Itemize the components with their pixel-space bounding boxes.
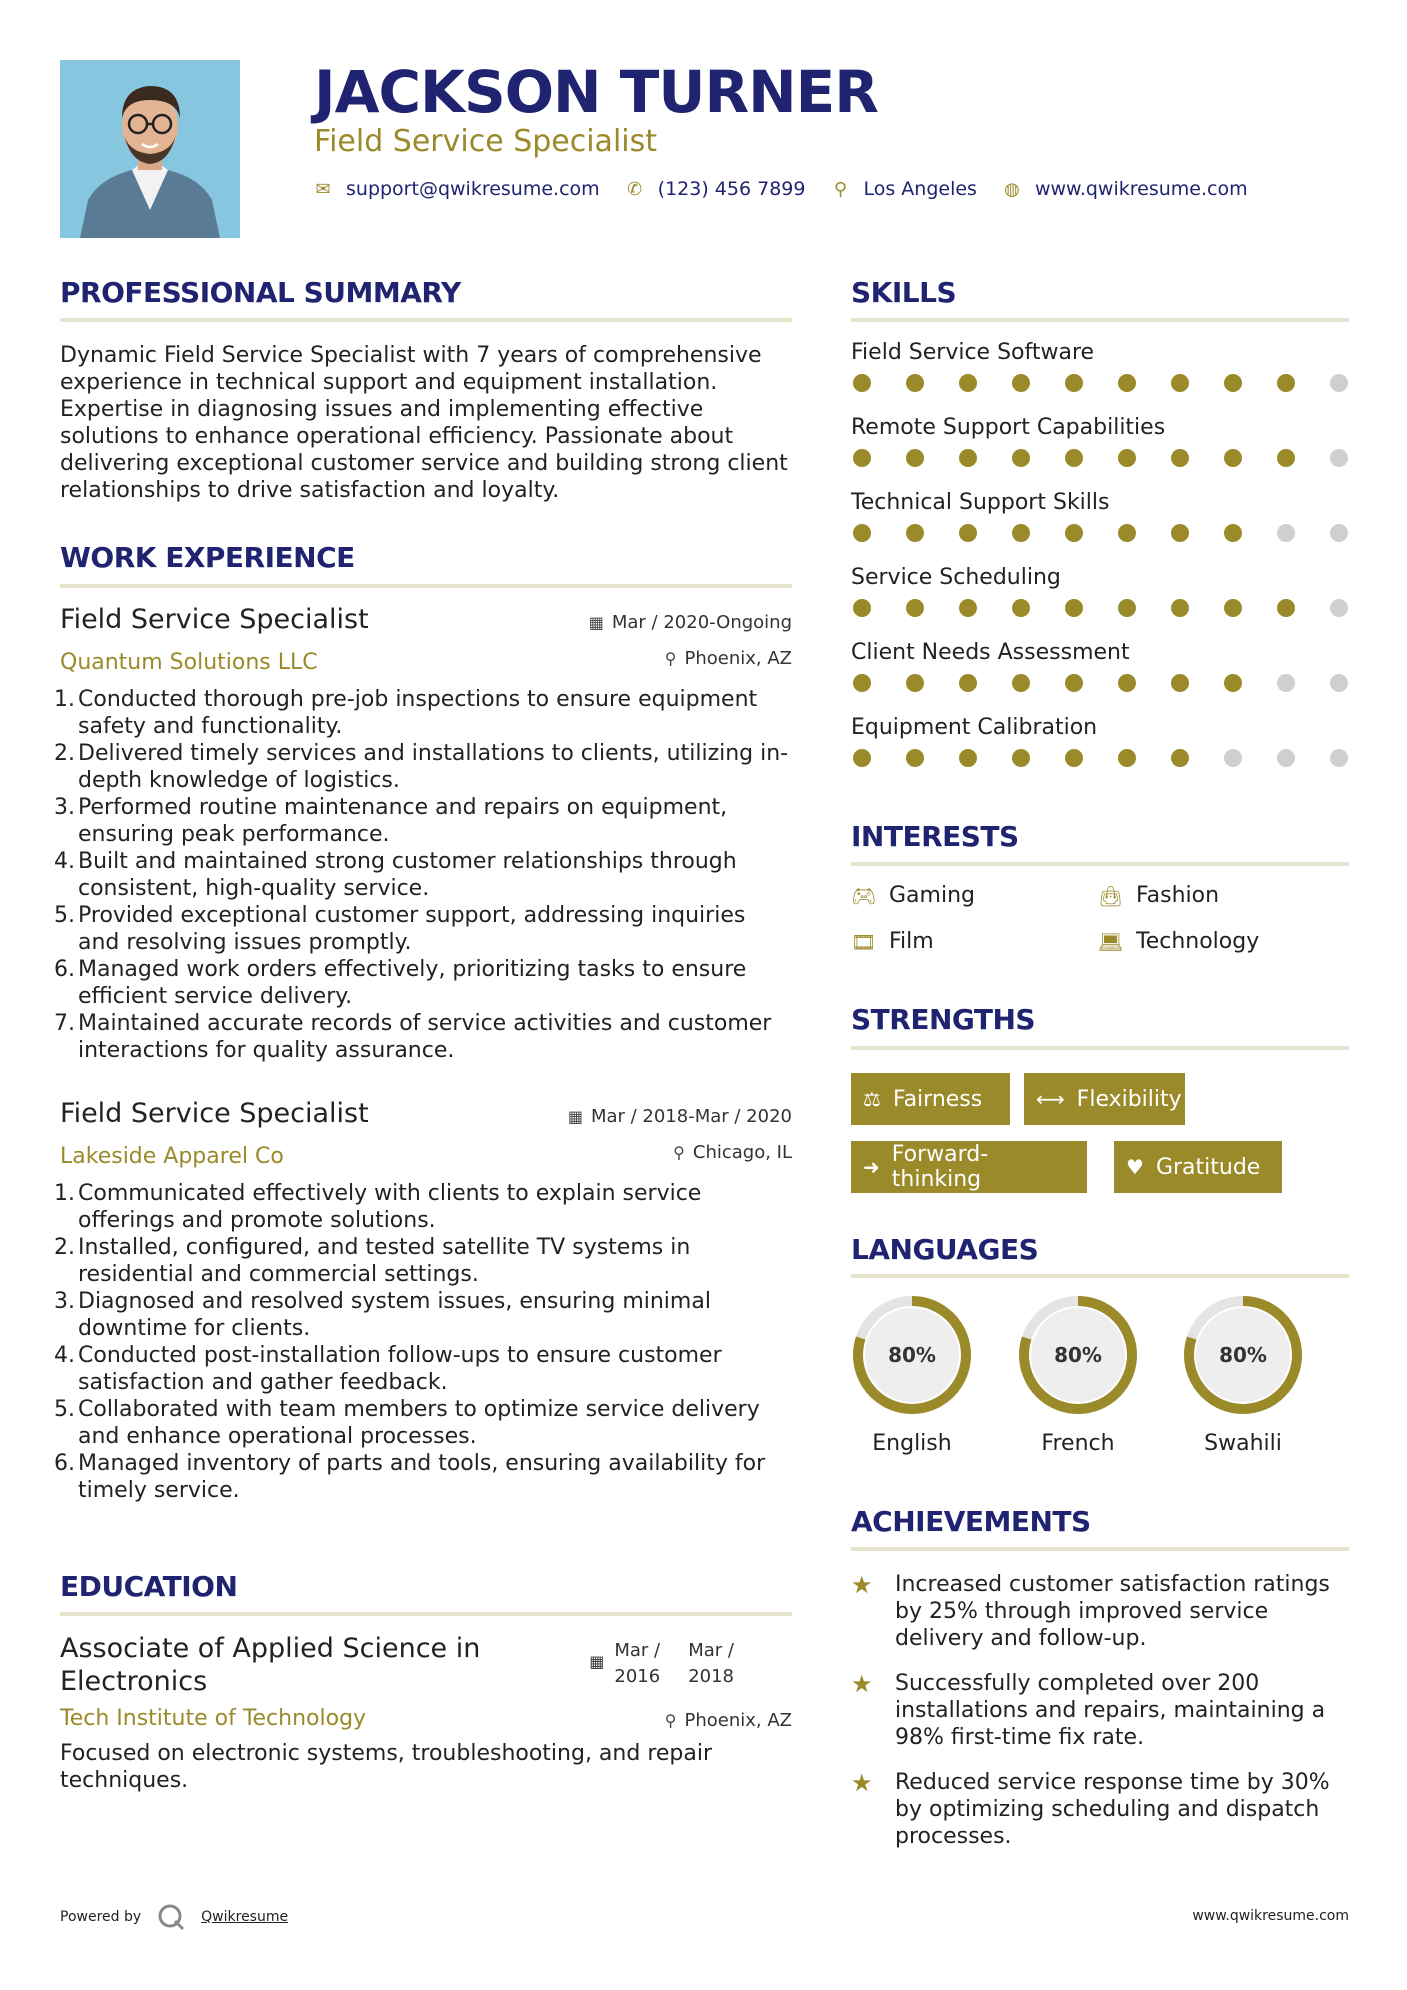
skill-item: [851, 490, 1351, 542]
rating-dot-filled: [1224, 524, 1242, 542]
rating-dot-filled: [906, 749, 924, 767]
contact-location: ⚲ Los Angeles: [831, 178, 976, 200]
section-divider: [851, 1046, 1349, 1050]
interest-film: 🎞︎ Film: [851, 929, 934, 954]
rating-dot-empty: [1330, 449, 1348, 467]
rating-dot-filled: [1118, 599, 1136, 617]
rating-dot-empty: [1277, 524, 1295, 542]
list-item: 4. Conducted post-installation follow-ups to ensure customer satisfaction and gather feedback.: [54, 1343, 722, 1395]
school-name: Tech Institute of Technology: [60, 1706, 367, 1731]
achievement-item: ★ Increased customer satisfaction ratings by 25% through improved service delivery and follow-up.: [851, 1571, 1330, 1651]
contact-bar: [314, 178, 1274, 200]
rating-dot-filled: [1012, 749, 1030, 767]
section-divider: [851, 318, 1349, 322]
profile-photo: [60, 60, 240, 238]
rating-dot-filled: [853, 749, 871, 767]
skill-item: [851, 415, 1351, 467]
candidate-title: Field Service Specialist: [314, 124, 658, 159]
film-icon: 🎞︎: [851, 929, 877, 954]
list-item: 6. Managed work orders effectively, prioritizing tasks to ensure efficient service delivery.: [54, 957, 747, 1009]
qwikresume-logo-icon: [157, 1903, 185, 1931]
contact-email[interactable]: ✉ support@qwikresume.com: [315, 178, 600, 200]
language-ring: [1181, 1293, 1305, 1417]
pin-icon: ⚲: [664, 1711, 677, 1730]
rating-dot-empty: [1330, 749, 1348, 767]
footer-powered-by: Powered by Qwikresume: [60, 1903, 288, 1931]
rating-dot-filled: [1012, 674, 1030, 692]
rating-dot-filled: [853, 449, 871, 467]
heart-icon: ♥: [1126, 1155, 1144, 1179]
candidate-name: JACKSON TURNER: [314, 58, 878, 126]
rating-dot-filled: [1224, 674, 1242, 692]
language-name: French: [1041, 1431, 1115, 1456]
interest-fashion: 👜︎ Fashion: [1098, 883, 1220, 908]
rating-dot-filled: [906, 674, 924, 692]
rating-dot-filled: [1277, 374, 1295, 392]
job-bullets: [54, 1180, 792, 1504]
languages-heading: LANGUAGES: [851, 1233, 1039, 1266]
avatar: [60, 60, 240, 238]
envelope-icon: ✉: [315, 178, 331, 200]
arrow-right-icon: ➜: [863, 1155, 880, 1179]
language-percent: 80%: [1054, 1343, 1102, 1367]
skill-rating: [851, 449, 1350, 467]
skill-rating: [851, 674, 1350, 692]
rating-dot-filled: [1171, 449, 1189, 467]
list-item: 5. Provided exceptional customer support, addressing inquiries and resolving issues promptly.: [54, 903, 746, 955]
skill-label: Service Scheduling: [851, 565, 1061, 590]
shopping-bag-icon: 👜︎: [1098, 883, 1124, 908]
section-divider: [60, 318, 792, 322]
rating-dot-filled: [959, 374, 977, 392]
rating-dot-filled: [1224, 599, 1242, 617]
rating-dot-filled: [906, 599, 924, 617]
rating-dot-filled: [853, 524, 871, 542]
rating-dot-filled: [1118, 449, 1136, 467]
rating-dot-filled: [1277, 599, 1295, 617]
list-item: 3. Performed routine maintenance and repairs on equipment, ensuring peak performance.: [54, 795, 728, 847]
rating-dot-filled: [1012, 449, 1030, 467]
summary-text: Dynamic Field Service Specialist with 7 years of comprehensive experience in technical support and equipment installation. Expertise in diagnosing issues and implementing effective solutions to enhance operational efficiency. Passionate about delivering exceptional customer service and building strong client relationships to drive satisfaction and loyalty.: [60, 343, 788, 503]
list-item: 6. Managed inventory of parts and tools, ensuring availability for timely service.: [54, 1451, 766, 1503]
strength-gratitude: ♥ Gratitude: [1114, 1141, 1282, 1193]
rating-dot-filled: [1171, 599, 1189, 617]
calendar-icon: ▦: [589, 1652, 605, 1671]
skill-label: Client Needs Assessment: [851, 640, 1130, 665]
arrows-horizontal-icon: ⟷: [1036, 1087, 1065, 1111]
skill-rating: [851, 749, 1350, 767]
pin-icon: ⚲: [664, 649, 677, 668]
list-item: 2. Delivered timely services and installations to clients, utilizing in-depth knowledge of logistics.: [54, 741, 789, 793]
rating-dot-filled: [1118, 749, 1136, 767]
section-divider: [851, 862, 1349, 866]
rating-dot-filled: [959, 599, 977, 617]
skill-rating: [851, 374, 1350, 392]
footer-brand-link[interactable]: Qwikresume: [201, 1909, 289, 1925]
rating-dot-filled: [906, 524, 924, 542]
language-item: [1181, 1293, 1305, 1456]
achievements-heading: ACHIEVEMENTS: [851, 1505, 1091, 1538]
skill-item: [851, 565, 1351, 617]
education-entry: [60, 1632, 792, 1794]
skill-label: Remote Support Capabilities: [851, 415, 1166, 440]
rating-dot-filled: [853, 599, 871, 617]
star-icon: ★: [851, 1571, 873, 1599]
language-name: Swahili: [1204, 1431, 1282, 1456]
skill-rating: [851, 524, 1350, 542]
job-entry: [54, 604, 792, 1064]
language-percent: 80%: [888, 1343, 936, 1367]
balance-scale-icon: ⚖: [863, 1087, 881, 1111]
rating-dot-filled: [1065, 749, 1083, 767]
interest-technology: 💻︎ Technology: [1098, 929, 1260, 954]
calendar-icon: ▦: [567, 1107, 583, 1126]
rating-dot-empty: [1277, 749, 1295, 767]
skill-label: Technical Support Skills: [851, 490, 1110, 515]
section-divider: [60, 584, 792, 588]
globe-icon: ◍: [1004, 178, 1020, 200]
section-divider: [60, 1612, 792, 1616]
rating-dot-filled: [1065, 599, 1083, 617]
rating-dot-empty: [1330, 374, 1348, 392]
skill-item: [851, 715, 1351, 767]
skill-rating: [851, 599, 1350, 617]
skill-item: [851, 340, 1351, 392]
job-bullets: [54, 686, 792, 1064]
rating-dot-filled: [906, 374, 924, 392]
strength-forward-thinking: ➜ Forward-thinking: [851, 1141, 1087, 1193]
job-location: ⚲ Phoenix, AZ: [664, 648, 792, 669]
rating-dot-empty: [1330, 674, 1348, 692]
rating-dot-filled: [959, 449, 977, 467]
strengths-heading: STRENGTHS: [851, 1003, 1036, 1036]
skills-heading: SKILLS: [851, 276, 957, 309]
rating-dot-empty: [1277, 674, 1295, 692]
language-item: [850, 1293, 974, 1456]
skill-label: Field Service Software: [851, 340, 1095, 365]
job-entry: [54, 1098, 792, 1504]
rating-dot-filled: [1118, 674, 1136, 692]
degree-title: Associate of Applied Science in Electronics: [60, 1633, 481, 1697]
job-location: ⚲ Chicago, IL: [673, 1142, 792, 1163]
experience-heading: WORK EXPERIENCE: [60, 541, 355, 574]
section-divider: [851, 1274, 1349, 1278]
contact-website[interactable]: ◍ www.qwikresume.com: [1004, 178, 1248, 200]
school-location: ⚲ Phoenix, AZ: [664, 1710, 792, 1731]
job-company: Lakeside Apparel Co: [60, 1144, 284, 1169]
rating-dot-filled: [1118, 524, 1136, 542]
rating-dot-filled: [1012, 524, 1030, 542]
rating-dot-filled: [1065, 674, 1083, 692]
rating-dot-empty: [1224, 749, 1242, 767]
rating-dot-filled: [1171, 674, 1189, 692]
rating-dot-filled: [1012, 374, 1030, 392]
footer-url[interactable]: www.qwikresume.com: [1192, 1908, 1349, 1924]
rating-dot-filled: [959, 674, 977, 692]
rating-dot-filled: [1224, 374, 1242, 392]
rating-dot-empty: [1330, 524, 1348, 542]
language-ring: [850, 1293, 974, 1417]
interests-heading: INTERESTS: [851, 820, 1019, 853]
calendar-icon: ▦: [588, 613, 604, 632]
skill-label: Equipment Calibration: [851, 715, 1098, 740]
laptop-icon: 💻︎: [1098, 929, 1124, 954]
interest-gaming: 🎮︎ Gaming: [851, 883, 975, 908]
rating-dot-filled: [853, 374, 871, 392]
list-item: 5. Collaborated with team members to optimize service delivery and enhance operational processes.: [54, 1397, 760, 1449]
gamepad-icon: 🎮︎: [851, 883, 877, 908]
rating-dot-filled: [1065, 449, 1083, 467]
contact-phone[interactable]: ✆ (123) 456 7899: [627, 178, 806, 200]
education-description: Focused on electronic systems, troubleshooting, and repair techniques.: [60, 1741, 713, 1793]
rating-dot-filled: [1065, 374, 1083, 392]
list-item: 1. Conducted thorough pre-job inspections to ensure equipment safety and functionality.: [54, 687, 758, 739]
rating-dot-empty: [1330, 599, 1348, 617]
phone-icon: ✆: [627, 178, 643, 200]
rating-dot-filled: [1065, 524, 1083, 542]
rating-dot-filled: [1171, 374, 1189, 392]
strength-flexibility: ⟷ Flexibility: [1024, 1073, 1185, 1125]
job-date: ▦ Mar / 2020-Ongoing: [588, 612, 792, 633]
skill-item: [851, 640, 1351, 692]
achievement-item: ★ Successfully completed over 200 installations and repairs, maintaining a 98% first-time fix rate.: [851, 1670, 1326, 1750]
section-divider: [851, 1547, 1349, 1551]
list-item: 3. Diagnosed and resolved system issues, ensuring minimal downtime for clients.: [54, 1289, 711, 1341]
job-role: Field Service Specialist: [60, 604, 369, 635]
rating-dot-filled: [959, 524, 977, 542]
language-percent: 80%: [1219, 1343, 1267, 1367]
rating-dot-filled: [1171, 524, 1189, 542]
achievement-item: ★ Reduced service response time by 30% by optimizing scheduling and dispatch processes.: [851, 1769, 1330, 1849]
rating-dot-filled: [1171, 749, 1189, 767]
list-item: 4. Built and maintained strong customer relationships through consistent, high-quality service.: [54, 849, 737, 901]
education-heading: EDUCATION: [60, 1570, 238, 1603]
list-item: 1. Communicated effectively with clients to explain service offerings and promote solutions.: [54, 1181, 702, 1233]
rating-dot-filled: [853, 674, 871, 692]
education-dates: ▦ Mar / 2016 Mar / 2018: [589, 1640, 734, 1687]
rating-dot-filled: [1012, 599, 1030, 617]
rating-dot-filled: [1118, 374, 1136, 392]
rating-dot-filled: [959, 749, 977, 767]
language-name: English: [872, 1431, 952, 1456]
language-ring: [1016, 1293, 1140, 1417]
star-icon: ★: [851, 1769, 873, 1797]
rating-dot-filled: [1277, 449, 1295, 467]
job-role: Field Service Specialist: [60, 1098, 369, 1129]
job-date: ▦ Mar / 2018-Mar / 2020: [567, 1106, 792, 1127]
pin-icon: ⚲: [673, 1143, 685, 1162]
strength-fairness: ⚖ Fairness: [851, 1073, 1010, 1125]
rating-dot-filled: [1224, 449, 1242, 467]
map-marker-icon: ⚲: [833, 178, 848, 200]
list-item: 7. Maintained accurate records of service activities and customer interactions for quality assurance.: [54, 1011, 772, 1063]
list-item: 2. Installed, configured, and tested satellite TV systems in residential and commercial settings.: [54, 1235, 691, 1287]
rating-dot-filled: [906, 449, 924, 467]
star-icon: ★: [851, 1670, 873, 1698]
language-item: [1016, 1293, 1140, 1456]
summary-heading: PROFESSIONAL SUMMARY: [60, 276, 461, 309]
job-company: Quantum Solutions LLC: [60, 650, 318, 675]
